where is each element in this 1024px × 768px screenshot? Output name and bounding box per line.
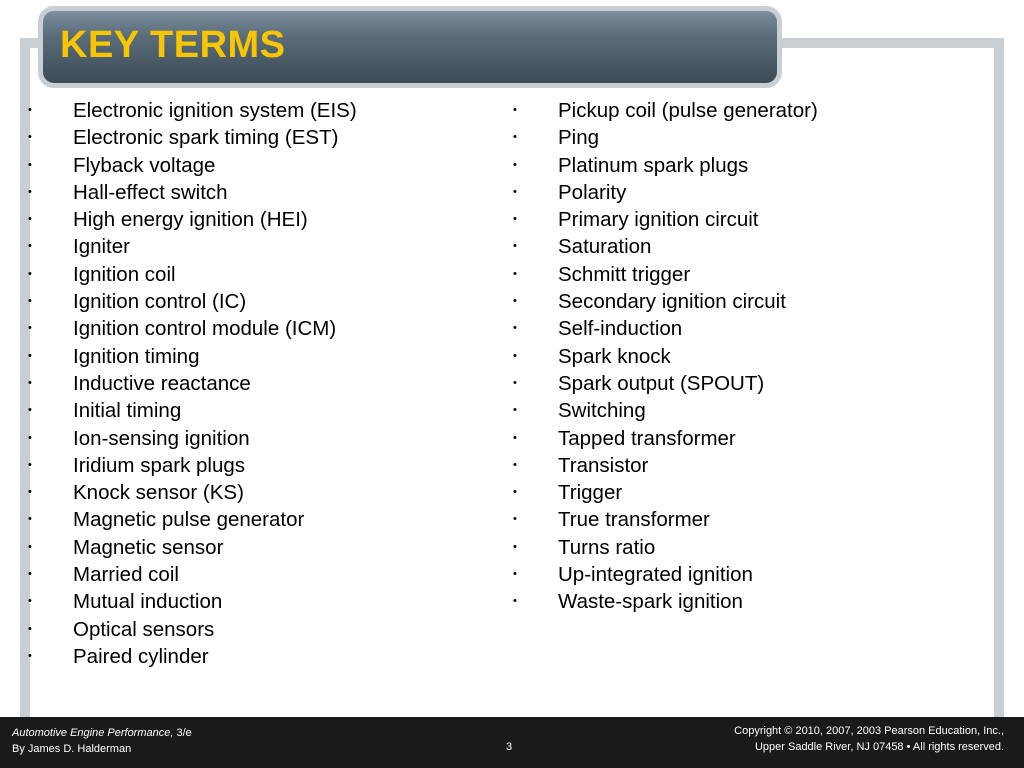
bullet-icon: • xyxy=(513,213,517,226)
term-text: Electronic ignition system (EIS) xyxy=(73,99,357,122)
term-text: Inductive reactance xyxy=(73,371,251,395)
bullet-icon: • xyxy=(28,595,32,608)
footer-bar xyxy=(0,717,1024,768)
page-number: 3 xyxy=(506,741,513,753)
slide-frame-right xyxy=(994,38,1004,718)
bullet-icon: • xyxy=(28,404,32,417)
bullet-icon: • xyxy=(28,131,32,144)
term-text: Igniter xyxy=(73,235,130,259)
term-text: Tapped transformer xyxy=(558,426,736,450)
bullet-icon: • xyxy=(28,513,32,526)
term-text: Polarity xyxy=(558,180,627,204)
page-title: KEY TERMS xyxy=(60,24,286,66)
bullet-icon: • xyxy=(513,513,517,526)
term-text: Hall-effect switch xyxy=(73,180,228,204)
bullet-icon: • xyxy=(513,240,517,253)
bullet-icon: • xyxy=(513,322,517,335)
term-text: Spark knock xyxy=(558,344,671,368)
term-text: Platinum spark plugs xyxy=(558,153,749,177)
bullet-icon: • xyxy=(28,295,32,308)
term-text: True transformer xyxy=(558,508,710,532)
bullet-icon: • xyxy=(28,458,32,471)
bullet-icon: • xyxy=(28,431,32,444)
term-text: Waste-spark ignition xyxy=(558,590,743,614)
bullet-icon: • xyxy=(28,622,32,635)
footer-author: By James D. Halderman xyxy=(12,743,132,755)
bullet-icon: • xyxy=(28,185,32,198)
term-text: Optical sensors xyxy=(73,617,215,641)
term-text: Ignition control module (ICM) xyxy=(73,317,337,341)
bullet-icon: • xyxy=(513,458,517,471)
term-text: Up-integrated ignition xyxy=(558,563,753,587)
term-text: Ping xyxy=(558,126,600,150)
term-text: Secondary ignition circuit xyxy=(558,290,786,314)
term-text: Ion-sensing ignition xyxy=(73,426,250,450)
bullet-icon: • xyxy=(28,322,32,335)
bullet-icon: • xyxy=(513,295,517,308)
bullet-icon: • xyxy=(513,404,517,417)
footer-book-title: Automotive Engine Performance, xyxy=(12,727,174,739)
copyright-line-1: Copyright © 2010, 2007, 2003 Pearson Education, Inc., xyxy=(734,725,1004,737)
term-text: Spark output (SPOUT) xyxy=(558,371,765,395)
term-text: Electronic spark timing (EST) xyxy=(73,126,339,150)
term-text: Transistor xyxy=(558,453,649,477)
bullet-icon: • xyxy=(28,376,32,389)
term-text: Self-induction xyxy=(558,317,683,341)
bullet-icon: • xyxy=(28,540,32,553)
term-text: Flyback voltage xyxy=(73,153,216,177)
bullet-icon: • xyxy=(513,104,517,116)
term-text: Ignition timing xyxy=(73,344,200,368)
bullet-icon: • xyxy=(513,158,517,171)
bullet-icon: • xyxy=(513,349,517,362)
bullet-icon: • xyxy=(28,158,32,171)
term-text: Primary ignition circuit xyxy=(558,208,759,232)
bullet-icon: • xyxy=(28,568,32,581)
bullet-icon: • xyxy=(513,568,517,581)
bullet-icon: • xyxy=(513,595,517,608)
bullet-icon: • xyxy=(513,540,517,553)
bullet-icon: • xyxy=(513,267,517,280)
term-text: Married coil xyxy=(73,563,179,587)
bullet-icon: • xyxy=(28,649,32,662)
bullet-icon: • xyxy=(513,131,517,144)
copyright-line-2: Upper Saddle River, NJ 07458 • All rights reserved. xyxy=(754,741,1004,753)
term-text: Magnetic sensor xyxy=(73,535,224,559)
bullet-icon: • xyxy=(513,431,517,444)
term-text: Switching xyxy=(558,399,646,423)
term-text: Ignition coil xyxy=(73,262,176,286)
term-text: Mutual induction xyxy=(73,590,223,614)
bullet-icon: • xyxy=(28,486,32,499)
term-text: Magnetic pulse generator xyxy=(73,508,305,532)
bullet-icon: • xyxy=(513,486,517,499)
term-text: Trigger xyxy=(558,481,623,505)
term-text: Pickup coil (pulse generator) xyxy=(558,99,818,122)
bullet-icon: • xyxy=(28,349,32,362)
term-text: Ignition control (IC) xyxy=(73,290,247,314)
term-text: Initial timing xyxy=(73,399,182,423)
bullet-icon: • xyxy=(28,240,32,253)
term-text: Knock sensor (KS) xyxy=(73,481,244,505)
term-text: Turns ratio xyxy=(558,535,656,559)
term-text: Iridium spark plugs xyxy=(73,453,246,477)
term-text: Saturation xyxy=(558,235,652,259)
bullet-icon: • xyxy=(28,213,32,226)
bullet-icon: • xyxy=(28,104,32,116)
bullet-icon: • xyxy=(513,376,517,389)
bullet-icon: • xyxy=(28,267,32,280)
footer-edition: 3/e xyxy=(173,727,192,739)
footer-book xyxy=(12,727,192,739)
term-text: Paired cylinder xyxy=(73,644,209,668)
term-text: High energy ignition (HEI) xyxy=(73,208,308,232)
bullet-icon: • xyxy=(513,185,517,198)
term-text: Schmitt trigger xyxy=(558,262,691,286)
